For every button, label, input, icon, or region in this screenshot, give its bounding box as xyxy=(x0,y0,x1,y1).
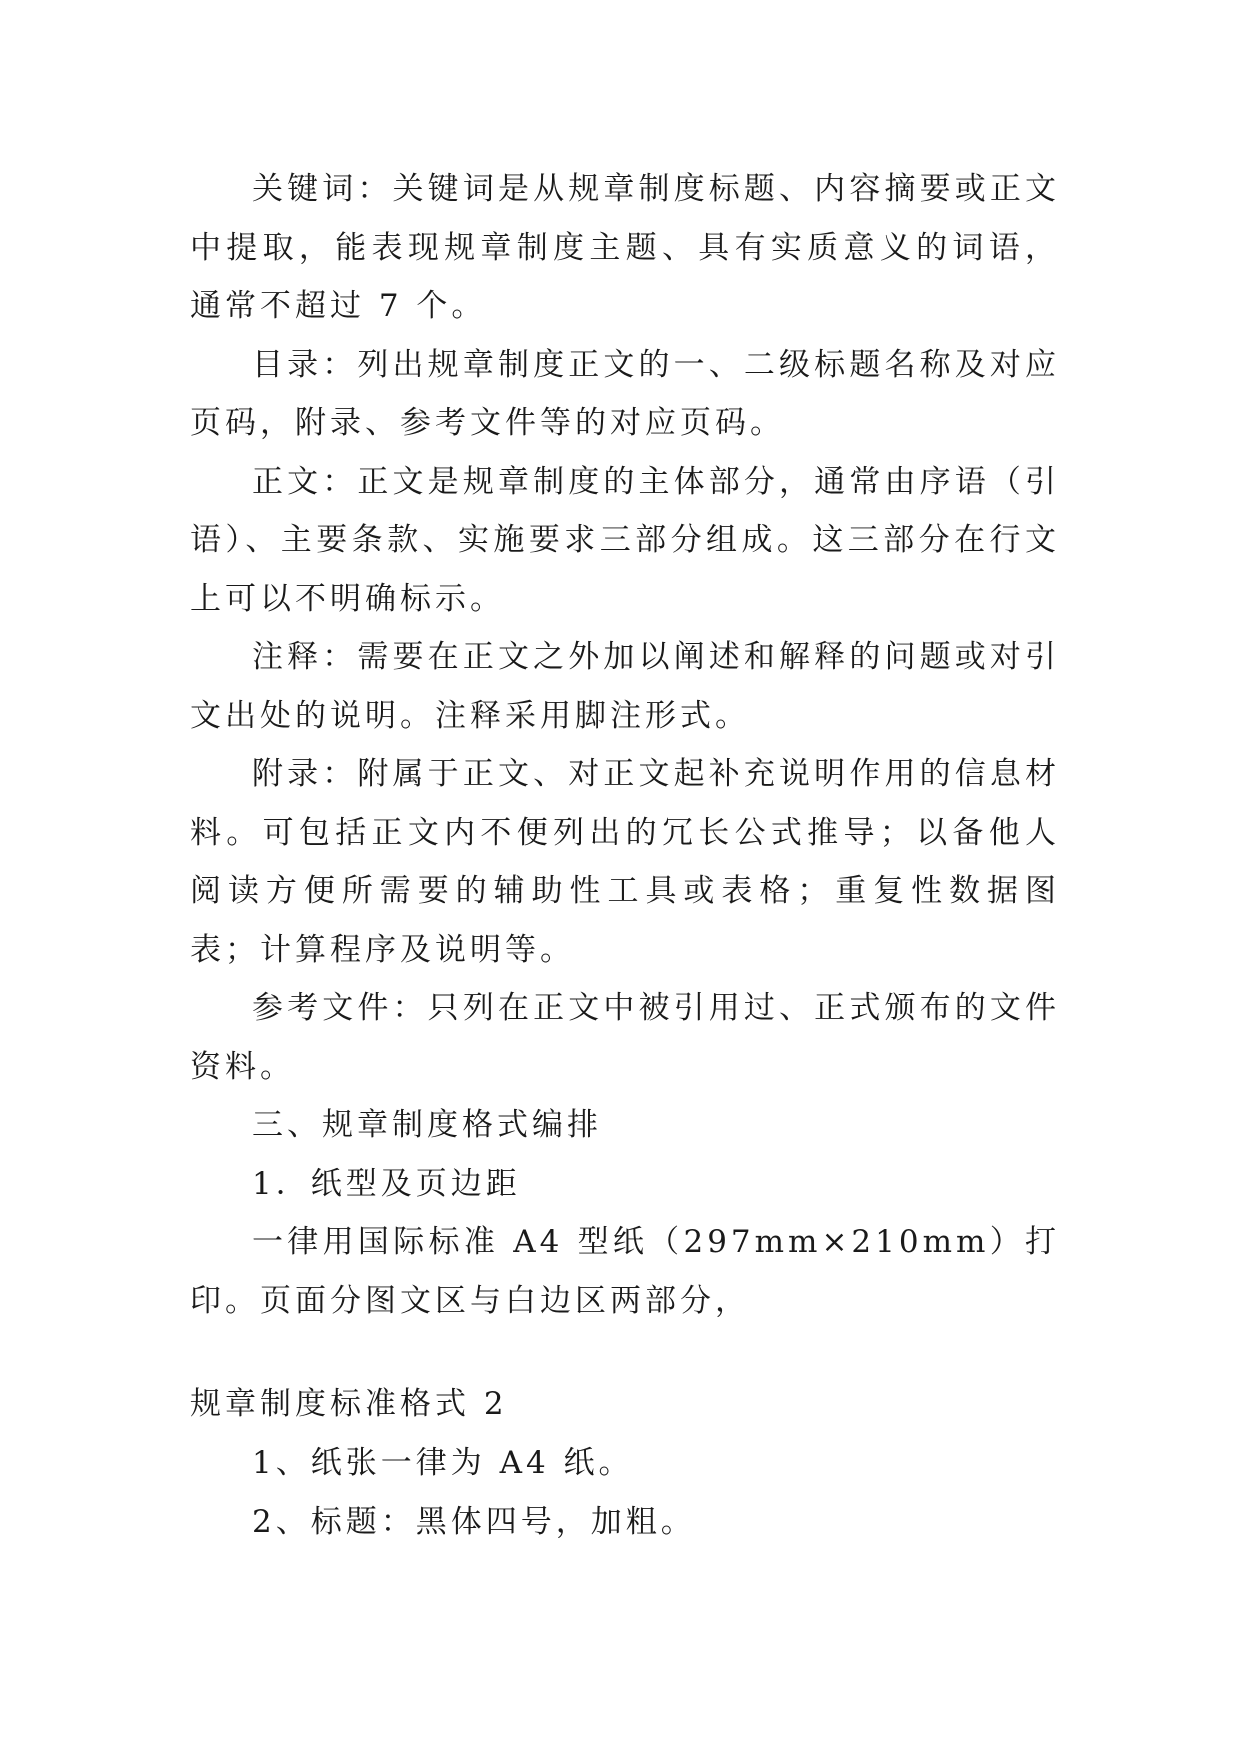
list-item-paper: 1、纸张一律为 A4 纸。 xyxy=(252,1445,634,1481)
paragraph-notes: 注释：需要在正文之外加以阐述和解释的问题或对引文出处的说明。注释采用脚注形式。 xyxy=(190,639,1060,734)
section2-body xyxy=(190,1434,1060,1551)
paragraph-body-text: 正文：正文是规章制度的主体部分，通常由序语（引语）、主要条款、实施要求三部分组成。这三部分在行文上可以不明确标示。 xyxy=(190,463,1060,617)
section-heading-format: 三、规章制度格式编排 xyxy=(252,1107,602,1143)
section-title-standard-format-2: 规章制度标准格式 2 xyxy=(190,1386,508,1422)
paragraph-keywords: 关键词：关键词是从规章制度标题、内容摘要或正文中提取，能表现规章制度主题、具有实质意义的词语，通常不超过 7 个。 xyxy=(190,171,1060,324)
list-item-title-font: 2、标题：黑体四号，加粗。 xyxy=(252,1503,696,1540)
paragraph-toc: 目录：列出规章制度正文的一、二级标题名称及对应页码，附录、参考文件等的对应页码。 xyxy=(190,346,1060,441)
subsection-heading-paper: 1．纸型及页边距 xyxy=(252,1165,521,1202)
paragraph-paper-size: 一律用国际标准 A4 型纸（297mm×210mm）打印。页面分图文区与白边区两部分， xyxy=(190,1224,1060,1319)
paragraph-references: 参考文件：只列在正文中被引用过、正式颁布的文件资料。 xyxy=(190,990,1060,1085)
document-body xyxy=(190,160,1060,1330)
paragraph-appendix: 附录：附属于正文、对正文起补充说明作用的信息材料。可包括正文内不便列出的冗长公式推导；以备他人阅读方便所需要的辅助性工具或表格；重复性数据图表；计算程序及说明等。 xyxy=(190,756,1060,968)
